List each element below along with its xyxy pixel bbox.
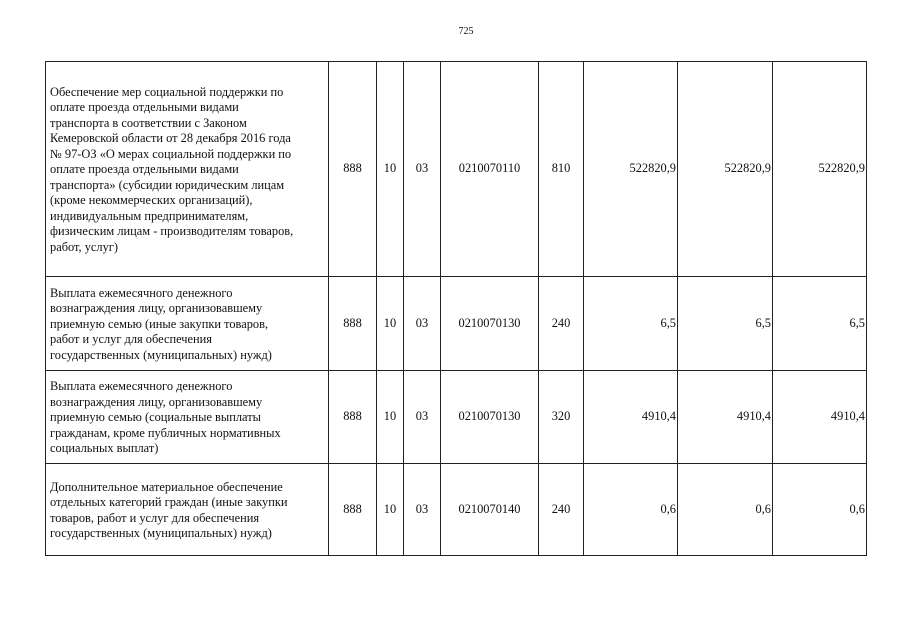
section-code: 10 xyxy=(377,371,404,464)
amount-year-2: 6,5 xyxy=(678,277,773,371)
target-article-code: 0210070130 xyxy=(441,277,539,371)
table-row xyxy=(46,371,867,464)
table-row xyxy=(46,62,867,277)
grbs-code: 888 xyxy=(329,62,377,277)
expense-type-code: 240 xyxy=(539,464,584,556)
target-article-code: 0210070130 xyxy=(441,371,539,464)
amount-year-3: 0,6 xyxy=(773,464,867,556)
target-article-code: 0210070140 xyxy=(441,464,539,556)
subsection-code: 03 xyxy=(404,62,441,277)
amount-year-1: 0,6 xyxy=(584,464,678,556)
amount-year-1: 4910,4 xyxy=(584,371,678,464)
row-description: Дополнительное материальное обеспечение отдельных категорий граждан (иные закупки товаров, работ и услуг для обеспечения государственных (муниципальных) нужд) xyxy=(46,464,329,556)
grbs-code: 888 xyxy=(329,277,377,371)
section-code: 10 xyxy=(377,464,404,556)
expense-type-code: 320 xyxy=(539,371,584,464)
subsection-code: 03 xyxy=(404,464,441,556)
row-description: Выплата ежемесячного денежного вознаграждения лицу, организовавшему приемную семью (социальные выплаты гражданам, кроме публичных нормативных социальных выплат) xyxy=(46,371,329,464)
table-row xyxy=(46,277,867,371)
amount-year-2: 522820,9 xyxy=(678,62,773,277)
amount-year-3: 6,5 xyxy=(773,277,867,371)
grbs-code: 888 xyxy=(329,464,377,556)
row-description: Выплата ежемесячного денежного вознаграждения лицу, организовавшему приемную семью (иные закупки товаров, работ и услуг для обеспечения государственных (муниципальных) нужд) xyxy=(46,277,329,371)
amount-year-3: 522820,9 xyxy=(773,62,867,277)
budget-table xyxy=(45,61,867,556)
page-number: 725 xyxy=(458,26,474,37)
amount-year-2: 0,6 xyxy=(678,464,773,556)
expense-type-code: 240 xyxy=(539,277,584,371)
subsection-code: 03 xyxy=(404,371,441,464)
expense-type-code: 810 xyxy=(539,62,584,277)
amount-year-1: 6,5 xyxy=(584,277,678,371)
table-row xyxy=(46,464,867,556)
amount-year-2: 4910,4 xyxy=(678,371,773,464)
target-article-code: 0210070110 xyxy=(441,62,539,277)
row-description: Обеспечение мер социальной поддержки по оплате проезда отдельными видами транспорта в соответствии с Законом Кемеровской области от 28 декабря 2016 года № 97-ОЗ «О мерах социальной поддержки по оплате проезда отдельными видами транспорта» (субсидии юридическим лицам (кроме некоммерческих организаций), индивидуальным предпринимателям, физическим лицам - производителям товаров, работ, услуг) xyxy=(46,62,329,277)
grbs-code: 888 xyxy=(329,371,377,464)
amount-year-3: 4910,4 xyxy=(773,371,867,464)
section-code: 10 xyxy=(377,277,404,371)
amount-year-1: 522820,9 xyxy=(584,62,678,277)
section-code: 10 xyxy=(377,62,404,277)
subsection-code: 03 xyxy=(404,277,441,371)
